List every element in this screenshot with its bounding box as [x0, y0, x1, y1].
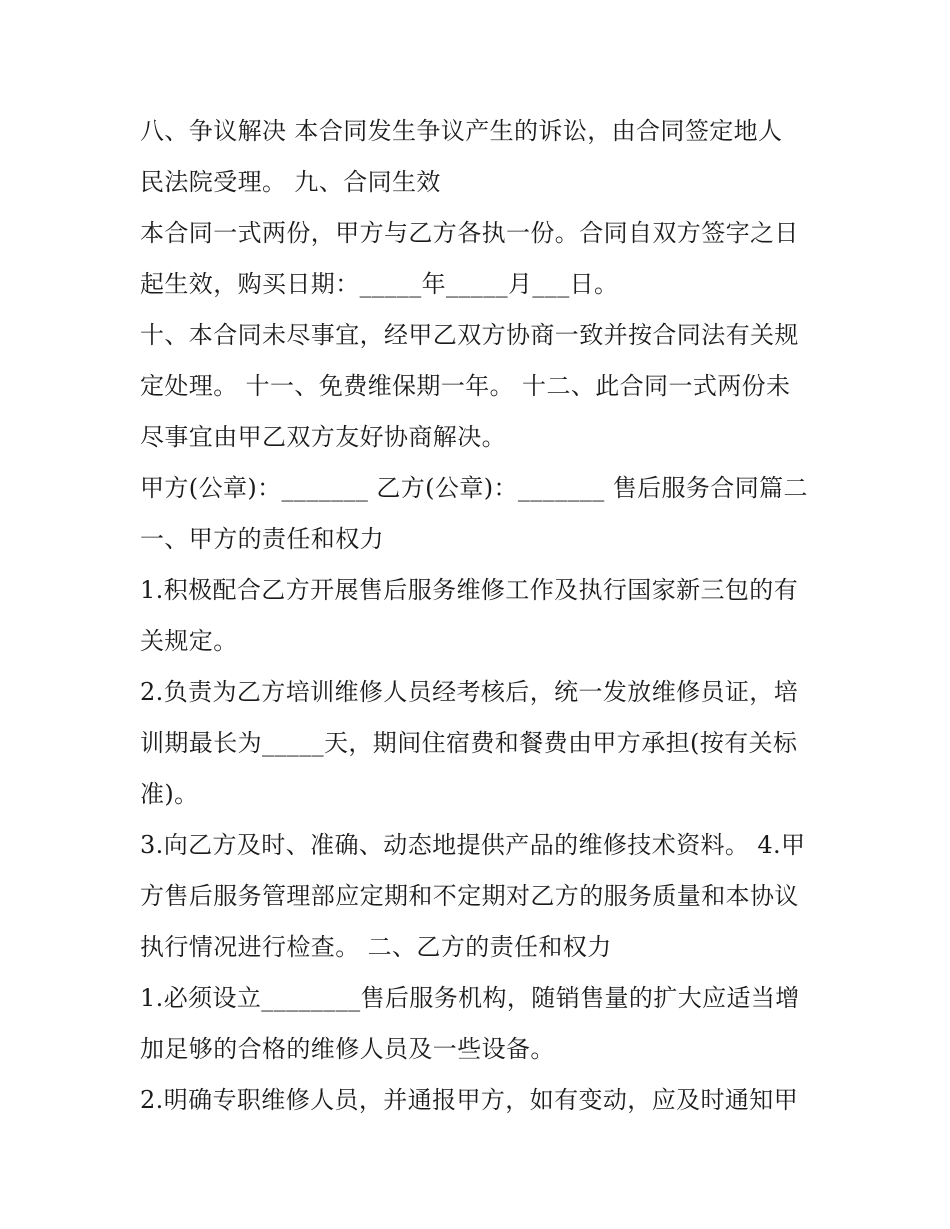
text-line: 定处理。 十一、免费维保期一年。 十二、此合同一式两份未 [140, 372, 791, 400]
text-line: 十、本合同未尽事宜，经甲乙双方协商一致并按合同法有关规 [140, 321, 799, 349]
text-line: 民法院受理。 九、合同生效 [140, 168, 441, 196]
text-line: 1.积极配合乙方开展售后服务维修工作及执行国家新三包的有 [140, 576, 799, 604]
text-line: 3.向乙方及时、准确、动态地提供产品的维修技术资料。 4.甲 [140, 831, 806, 859]
text-line: 1.必须设立________售后服务机构，随销售量的扩大应适当增 [140, 984, 800, 1012]
text-line: 八、争议解决 本合同发生争议产生的诉讼，由合同签定地人 [140, 117, 783, 145]
text-line: 关规定。 [140, 627, 238, 655]
text-line: 2.明确专职维修人员，并通报甲方，如有变动，应及时通知甲 [140, 1086, 799, 1114]
section-heading: 一、甲方的责任和权力 [140, 525, 384, 553]
text-line: 起生效，购买日期：_____年_____月___日。 [140, 270, 619, 298]
text-line: 甲方(公章)：_______ 乙方(公章)：_______ 售后服务合同篇二 [140, 474, 808, 502]
text-line: 尽事宜由甲乙双方友好协商解决。 [140, 423, 506, 451]
text-line: 本合同一式两份，甲方与乙方各执一份。合同自双方签字之日 [140, 219, 799, 247]
text-line: 方售后服务管理部应定期和不定期对乙方的服务质量和本协议 [140, 882, 799, 910]
text-line: 训期最长为_____天，期间住宿费和餐费由甲方承担(按有关标 [140, 729, 798, 757]
document-page [140, 106, 820, 1126]
text-line: 加足够的合格的维修人员及一些设备。 [140, 1035, 555, 1063]
text-line: 2.负责为乙方培训维修人员经考核后，统一发放维修员证，培 [140, 678, 799, 706]
text-line: 准)。 [140, 780, 199, 808]
text-line: 执行情况进行检查。 二、乙方的责任和权力 [140, 933, 612, 961]
